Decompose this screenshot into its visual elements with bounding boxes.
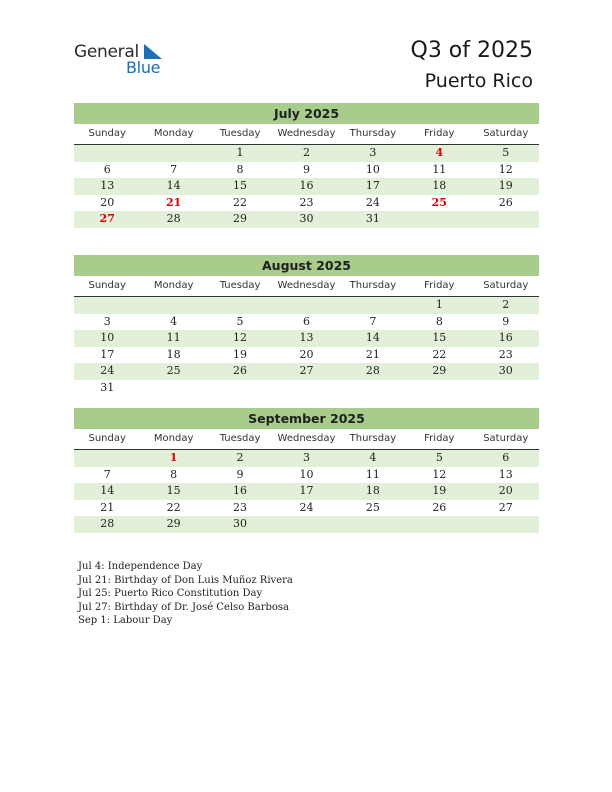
- day-cell: 15: [432, 331, 447, 344]
- month-title: August 2025: [74, 255, 539, 276]
- day-cell: 8: [435, 314, 443, 328]
- weekday-label: Thursday: [349, 433, 397, 444]
- empty-day-cell: [340, 516, 406, 533]
- day-cell: 24: [365, 195, 380, 209]
- day-cell: 10: [299, 467, 314, 481]
- month-title: July 2025: [74, 103, 539, 124]
- day-cell: 5: [236, 314, 244, 328]
- week-row: [74, 178, 539, 195]
- day-cell: 13: [100, 179, 115, 192]
- day-cell: 26: [233, 364, 248, 377]
- day-cell: 18: [365, 484, 380, 497]
- day-cell: 1: [169, 451, 178, 464]
- day-cell: 2: [502, 298, 510, 311]
- empty-day-cell: [340, 380, 406, 397]
- day-cell: 24: [100, 364, 115, 377]
- weekday-label: Wednesday: [277, 433, 336, 444]
- day-cell: 26: [432, 500, 447, 514]
- day-cell: 11: [365, 467, 380, 481]
- day-cell: 7: [103, 467, 111, 481]
- day-cell: 17: [100, 347, 115, 361]
- month-calendar: [74, 408, 539, 533]
- day-cell: 17: [365, 179, 380, 192]
- empty-day-cell: [406, 211, 472, 228]
- weekday-label: Saturday: [483, 280, 529, 291]
- weekday-label: Tuesday: [219, 280, 261, 291]
- holiday-note: Sep 1: Labour Day: [78, 615, 173, 626]
- week-row: [74, 516, 539, 533]
- day-cell: 22: [432, 347, 447, 361]
- day-cell: 19: [498, 179, 513, 192]
- week-row: [74, 314, 539, 331]
- week-row: [74, 483, 539, 500]
- day-cell: 8: [236, 162, 244, 176]
- day-cell: 30: [233, 517, 248, 530]
- week-row: [74, 363, 539, 380]
- day-cell: 30: [299, 212, 314, 225]
- day-cell: 13: [299, 331, 314, 344]
- day-cell: 21: [365, 347, 380, 361]
- empty-day-cell: [74, 450, 140, 467]
- day-cell: 9: [302, 162, 310, 176]
- weekday-label: Monday: [153, 433, 194, 444]
- weekday-label: Friday: [424, 128, 455, 139]
- day-cell: 12: [498, 162, 513, 176]
- page-title: Q3 of 2025: [410, 38, 533, 63]
- weekday-label: Tuesday: [219, 433, 261, 444]
- week-row: [74, 500, 539, 517]
- day-cell: 12: [432, 467, 447, 481]
- day-cell: 20: [299, 347, 314, 361]
- day-cell: 16: [299, 179, 314, 192]
- weekday-label: Monday: [153, 128, 194, 139]
- logo-text-blue: Blue: [126, 58, 161, 77]
- day-cell: 9: [502, 314, 510, 328]
- day-cell: 18: [432, 179, 447, 192]
- week-row: [74, 162, 539, 179]
- day-cell: 29: [432, 364, 447, 377]
- empty-day-cell: [340, 297, 406, 314]
- day-cell: 17: [299, 484, 314, 497]
- weekday-label: Wednesday: [277, 128, 336, 139]
- week-row: [74, 145, 539, 162]
- day-cell: 20: [498, 484, 513, 497]
- day-cell: 14: [166, 179, 181, 192]
- week-row: [74, 297, 539, 314]
- day-cell: 5: [435, 451, 443, 464]
- weekday-header-row: [74, 429, 539, 450]
- month-title: September 2025: [74, 408, 539, 429]
- day-cell: 12: [233, 331, 248, 344]
- day-cell: 27: [299, 364, 314, 377]
- holiday-notes: [78, 560, 293, 628]
- weekday-label: Thursday: [349, 280, 397, 291]
- weekday-label: Friday: [424, 433, 455, 444]
- empty-day-cell: [473, 380, 539, 397]
- month-calendar: [74, 103, 539, 228]
- day-cell: 31: [100, 380, 115, 394]
- empty-day-cell: [74, 297, 140, 314]
- day-cell: 31: [365, 212, 380, 225]
- weekday-label: Saturday: [483, 433, 529, 444]
- day-cell: 21: [100, 500, 115, 514]
- day-cell: 7: [170, 162, 178, 176]
- empty-day-cell: [74, 145, 140, 162]
- month-calendar: [74, 255, 539, 396]
- day-cell: 6: [103, 162, 111, 176]
- holiday-note: Jul 4: Independence Day: [78, 561, 203, 572]
- empty-day-cell: [207, 297, 273, 314]
- day-cell: 4: [435, 146, 444, 159]
- day-cell: 30: [498, 364, 513, 377]
- weekday-label: Thursday: [349, 128, 397, 139]
- day-cell: 1: [236, 146, 244, 159]
- day-cell: 8: [170, 467, 178, 481]
- day-cell: 7: [369, 314, 377, 328]
- weekday-header-row: [74, 276, 539, 297]
- day-cell: 21: [165, 195, 182, 209]
- day-cell: 10: [365, 162, 380, 176]
- empty-day-cell: [473, 211, 539, 228]
- day-cell: 19: [432, 484, 447, 497]
- day-cell: 16: [233, 484, 248, 497]
- day-cell: 29: [166, 517, 181, 530]
- day-cell: 14: [100, 484, 115, 497]
- day-cell: 25: [166, 364, 181, 377]
- week-row: [74, 211, 539, 228]
- week-row: [74, 467, 539, 484]
- logo: [74, 42, 184, 78]
- weekday-label: Saturday: [483, 128, 529, 139]
- weekday-header-row: [74, 124, 539, 145]
- day-cell: 6: [502, 451, 510, 464]
- day-cell: 22: [166, 500, 181, 514]
- empty-day-cell: [473, 516, 539, 533]
- day-cell: 10: [100, 331, 115, 344]
- empty-day-cell: [140, 145, 206, 162]
- holiday-note: Jul 21: Birthday of Don Luis Muñoz Rivera: [78, 574, 293, 586]
- day-cell: 19: [233, 347, 248, 361]
- weekday-label: Sunday: [88, 128, 126, 139]
- empty-day-cell: [273, 516, 339, 533]
- day-cell: 4: [170, 314, 178, 328]
- weekday-label: Sunday: [88, 433, 126, 444]
- empty-day-cell: [140, 297, 206, 314]
- empty-day-cell: [207, 380, 273, 397]
- day-cell: 3: [103, 314, 111, 328]
- week-row: [74, 347, 539, 364]
- day-cell: 23: [299, 195, 314, 209]
- weekday-label: Friday: [424, 280, 455, 291]
- day-cell: 27: [99, 212, 115, 225]
- empty-day-cell: [406, 516, 472, 533]
- day-cell: 1: [435, 298, 443, 311]
- day-cell: 3: [302, 451, 310, 464]
- day-cell: 11: [166, 331, 181, 344]
- day-cell: 16: [498, 331, 513, 344]
- day-cell: 13: [498, 467, 513, 481]
- day-cell: 25: [431, 195, 447, 209]
- region-name: Puerto Rico: [424, 70, 533, 92]
- day-cell: 14: [365, 331, 380, 344]
- day-cell: 28: [365, 364, 380, 377]
- weekday-label: Tuesday: [219, 128, 261, 139]
- day-cell: 2: [302, 146, 310, 159]
- day-cell: 22: [233, 195, 248, 209]
- day-cell: 3: [369, 146, 377, 159]
- empty-day-cell: [406, 380, 472, 397]
- day-cell: 2: [236, 451, 244, 464]
- week-row: [74, 330, 539, 347]
- day-cell: 25: [365, 500, 380, 514]
- empty-day-cell: [273, 380, 339, 397]
- empty-day-cell: [273, 297, 339, 314]
- day-cell: 18: [166, 347, 181, 361]
- day-cell: 28: [166, 212, 181, 225]
- day-cell: 15: [166, 484, 181, 497]
- day-cell: 9: [236, 467, 244, 481]
- day-cell: 26: [498, 195, 513, 209]
- day-cell: 11: [432, 162, 447, 176]
- day-cell: 5: [502, 146, 510, 159]
- week-row: [74, 195, 539, 212]
- day-cell: 15: [233, 179, 248, 192]
- empty-day-cell: [140, 380, 206, 397]
- day-cell: 4: [369, 451, 377, 464]
- weekday-label: Monday: [153, 280, 194, 291]
- day-cell: 24: [299, 500, 314, 514]
- day-cell: 28: [100, 517, 115, 530]
- day-cell: 20: [100, 195, 115, 209]
- day-cell: 6: [302, 314, 310, 328]
- week-row: [74, 380, 539, 397]
- day-cell: 27: [498, 500, 513, 514]
- day-cell: 29: [233, 212, 248, 225]
- day-cell: 23: [233, 500, 248, 514]
- day-cell: 23: [498, 347, 513, 361]
- week-row: [74, 450, 539, 467]
- logo-text-general: General: [74, 42, 139, 62]
- holiday-note: Jul 25: Puerto Rico Constitution Day: [78, 588, 263, 599]
- weekday-label: Wednesday: [277, 280, 336, 291]
- holiday-note: Jul 27: Birthday of Dr. José Celso Barbosa: [78, 601, 289, 613]
- weekday-label: Sunday: [88, 280, 126, 291]
